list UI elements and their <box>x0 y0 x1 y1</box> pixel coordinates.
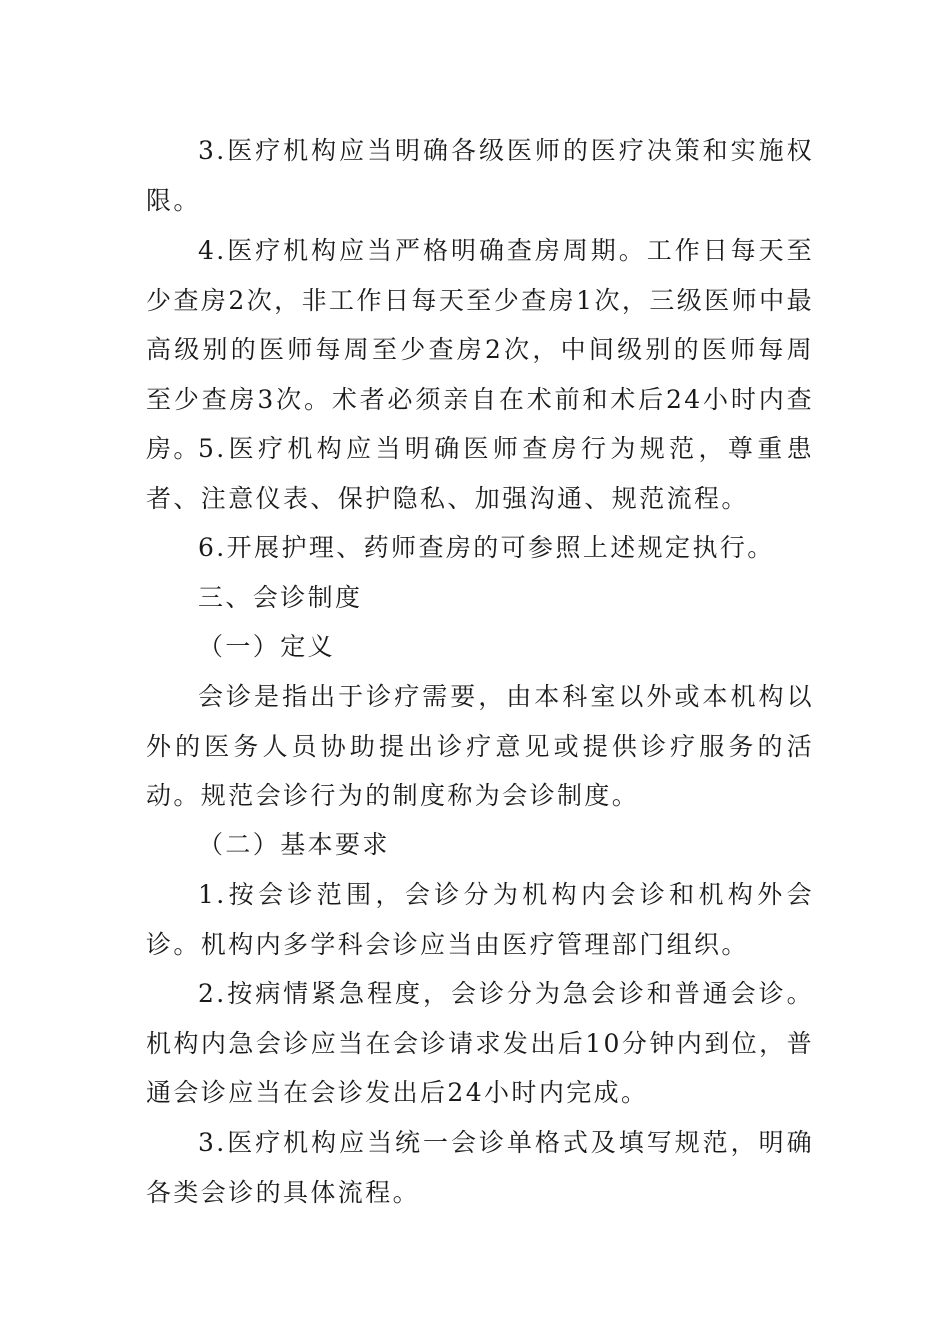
paragraph-nursing-pharmacy-rounds: 6.开展护理、药师查房的可参照上述规定执行。 <box>198 533 775 562</box>
subsection-heading-basic-requirements: （二）基本要求 <box>198 830 390 859</box>
paragraph-consultation-scope: 1.按会诊范围，会诊分为机构内会诊和机构外会诊。机构内多学科会诊应当由医疗管理部门组织。 <box>146 880 814 959</box>
subsection-heading-definition: （一）定义 <box>198 632 336 661</box>
paragraph-consultation-form: 3.医疗机构应当统一会诊单格式及填写规范，明确各类会诊的具体流程。 <box>146 1128 814 1207</box>
paragraph-decision-authority: 3.医疗机构应当明确各级医师的医疗决策和实施权限。 <box>146 136 814 215</box>
paragraph-ward-round-cycle: 4.医疗机构应当严格明确查房周期。工作日每天至少查房2次，非工作日每天至少查房1次，三级医师中最高级别的医师每周至少查房2次，中间级别的医师每周至少查房3次。术者必须亲自在术前和术后24小时内查房。 <box>146 236 814 464</box>
paragraph-consultation-urgency: 2.按病情紧急程度，会诊分为急会诊和普通会诊。机构内急会诊应当在会诊请求发出后10分钟内到位，普通会诊应当在会诊发出后24小时内完成。 <box>146 979 814 1108</box>
paragraph-ward-round-conduct: 5.医疗机构应当明确医师查房行为规范，尊重患者、注意仪表、保护隐私、加强沟通、规范流程。 <box>146 434 814 513</box>
paragraph-consultation-definition: 会诊是指出于诊疗需要，由本科室以外或本机构以外的医务人员协助提出诊疗意见或提供诊疗服务的活动。规范会诊行为的制度称为会诊制度。 <box>146 682 814 811</box>
section-heading-consultation-system: 三、会诊制度 <box>198 583 363 612</box>
